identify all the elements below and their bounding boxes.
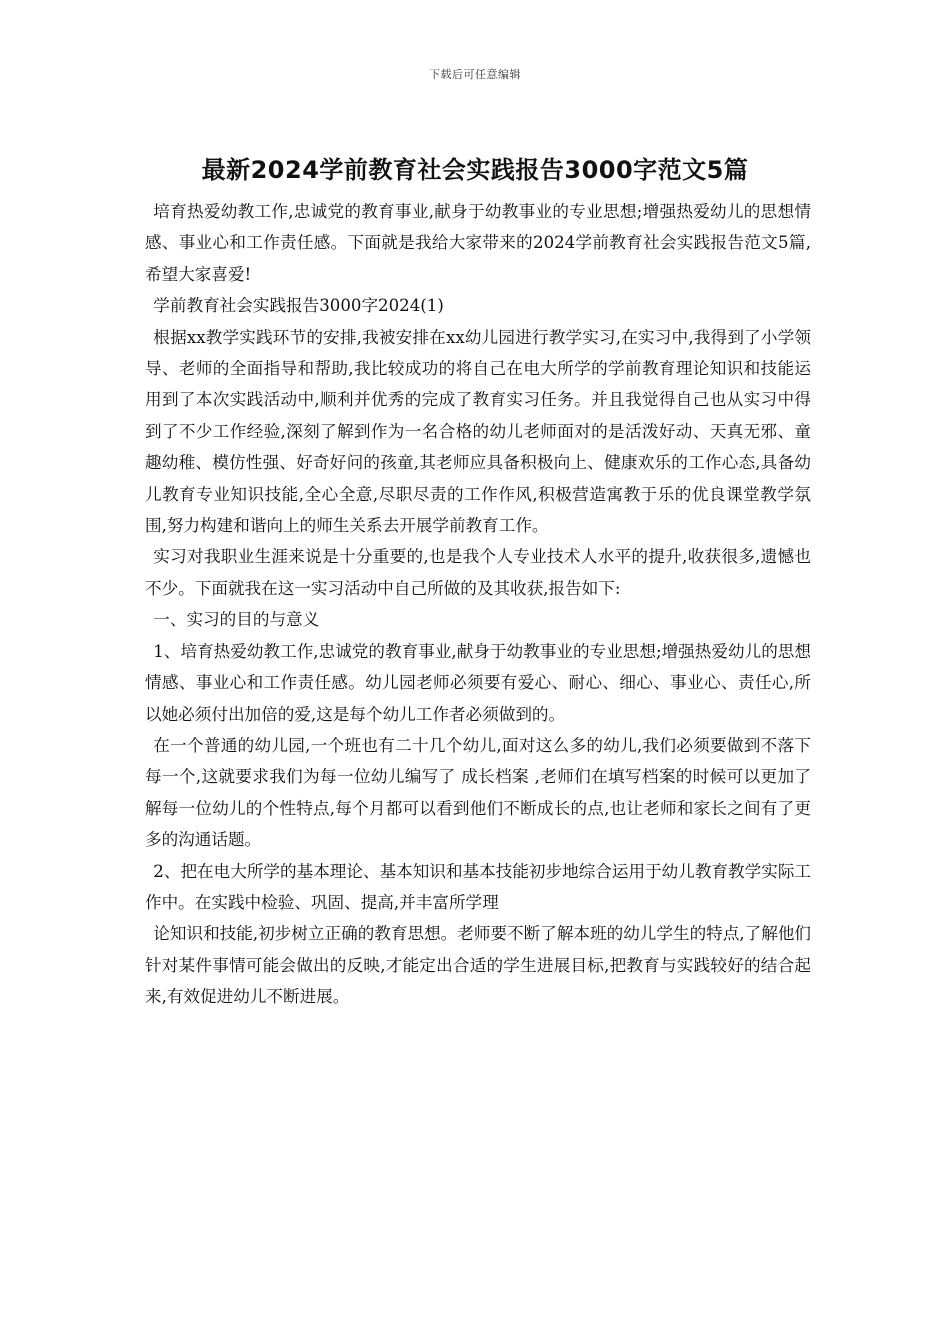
paragraph-point-2: 2、把在电大所学的基本理论、基本知识和基本技能初步地综合运用于幼儿教育教学实际工作中。在实践中检验、巩固、提高,并丰富所学理	[145, 861, 812, 912]
section-heading-report-1: 学前教育社会实践报告3000字2024(1)	[153, 296, 444, 316]
paragraph-point-1: 1、培育热爱幼教工作,忠诚党的教育事业,献身于幼教事业的专业思想;增强热爱幼儿的思想情感、事业心和工作责任感。幼儿园老师必须要有爱心、耐心、细心、事业心、责任心,所以她必须付出加倍的爱,这是每个幼儿工作者必须做到的。	[145, 641, 811, 724]
document-title: 最新2024学前教育社会实践报告3000字范文5篇	[201, 156, 749, 184]
section-heading-purpose: 一、实习的目的与意义	[153, 610, 320, 630]
document-body	[145, 196, 811, 1013]
paragraph-internship-importance: 实习对我职业生涯来说是十分重要的,也是我个人专业技术人水平的提升,收获很多,遗憾也不少。下面就我在这一实习活动中自己所做的及其收获,报告如下:	[145, 547, 811, 598]
paragraph-intro: 培育热爱幼教工作,忠诚党的教育事业,献身于幼教事业的专业思想;增强热爱幼儿的思想情感、事业心和工作责任感。下面就是我给大家带来的2024学前教育社会实践报告范文5篇,希望大家喜爱!	[145, 202, 811, 284]
paragraph-growth-file: 在一个普通的幼儿园,一个班也有二十几个幼儿,面对这么多的幼儿,我们必须要做到不落下每一个,这就要求我们为每一位幼儿编写了 成长档案 ,老师们在填写档案的时候可以更加了解每一位幼儿的个性特点,每个月都可以看到他们不断成长的点,也让老师和家长之间有了更多的沟通话题。	[145, 735, 811, 850]
paragraph-theory-practice: 论知识和技能,初步树立正确的教育思想。老师要不断了解本班的幼儿学生的特点,了解他们针对某件事情可能会做出的反映,才能定出合适的学生进展目标,把教育与实践较好的结合起来,有效促进幼儿不断进展。	[145, 924, 812, 1007]
header-note: 下载后可任意编辑	[429, 68, 521, 81]
paragraph-internship-overview: 根据xx教学实践环节的安排,我被安排在xx幼儿园进行教学实习,在实习中,我得到了小学领导、老师的全面指导和帮助,我比较成功的将自己在电大所学的学前教育理论知识和技能运用到了本次实践活动中,顺利并优秀的完成了教育实习任务。并且我觉得自己也从实习中得到了不少工作经验,深刻了解到作为一名合格的幼儿老师面对的是活泼好动、天真无邪、童趣幼稚、模仿性强、好奇好问的孩童,其老师应具备积极向上、健康欢乐的工作心态,具备幼儿教育专业知识技能,全心全意,尽职尽责的工作作风,积极营造寓教于乐的优良课堂教学氛围,努力构建和谐向上的师生关系去开展学前教育工作。	[145, 327, 811, 536]
